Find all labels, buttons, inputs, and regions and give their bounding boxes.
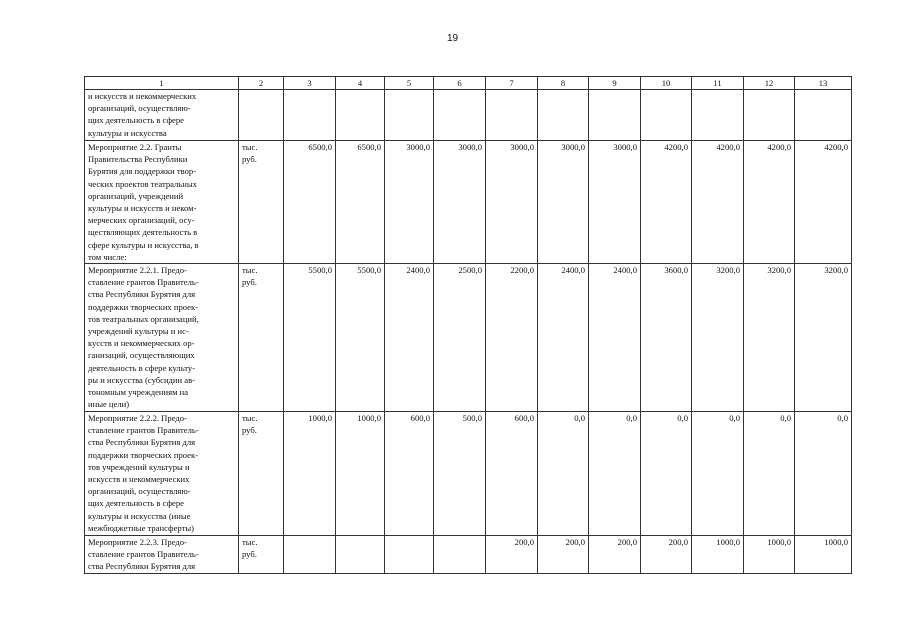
column-header: 12 [744, 77, 795, 90]
column-header: 3 [284, 77, 336, 90]
column-header: 1 [85, 77, 239, 90]
value-cell: 200,0 [486, 536, 538, 574]
value-cell: 200,0 [641, 536, 692, 574]
column-header: 4 [336, 77, 385, 90]
measure-description: Мероприятие 2.2.3. Предо- ставление грантов Правитель- ства Республики Бурятия для [85, 536, 239, 574]
unit-cell: тыс. руб. [239, 141, 284, 264]
value-cell: 1000,0 [284, 412, 336, 536]
value-cell: 6500,0 [336, 141, 385, 264]
table-row [85, 412, 852, 536]
value-cell [385, 90, 434, 141]
value-cell: 3600,0 [641, 264, 692, 412]
table-row [85, 264, 852, 412]
value-cell: 1000,0 [795, 536, 852, 574]
value-cell: 1000,0 [744, 536, 795, 574]
value-cell [434, 536, 486, 574]
value-cell: 3200,0 [692, 264, 744, 412]
value-cell: 2400,0 [538, 264, 589, 412]
value-cell: 2400,0 [385, 264, 434, 412]
budget-table [84, 76, 852, 574]
column-header: 8 [538, 77, 589, 90]
column-header: 6 [434, 77, 486, 90]
value-cell [589, 90, 641, 141]
value-cell: 0,0 [692, 412, 744, 536]
value-cell: 0,0 [795, 412, 852, 536]
column-header: 5 [385, 77, 434, 90]
unit-cell: тыс. руб. [239, 264, 284, 412]
measure-description: Мероприятие 2.2.1. Предо- ставление грантов Правитель- ства Республики Бурятия для поддержки творческих проек- тов театральных организаций, учреждений культуры и ис- кусств и некоммерческих ор- ганизаций, осуществляющих деятельность в сфере культу- ры и искусства (субсидии ав- тономным учреждениям на иные цели) [85, 264, 239, 412]
unit-cell: тыс. руб. [239, 536, 284, 574]
value-cell [284, 536, 336, 574]
value-cell: 600,0 [385, 412, 434, 536]
value-cell: 200,0 [538, 536, 589, 574]
value-cell: 3200,0 [744, 264, 795, 412]
table-row [85, 536, 852, 574]
value-cell [336, 536, 385, 574]
value-cell: 4200,0 [692, 141, 744, 264]
value-cell: 600,0 [486, 412, 538, 536]
column-header: 7 [486, 77, 538, 90]
column-header: 11 [692, 77, 744, 90]
value-cell: 0,0 [744, 412, 795, 536]
value-cell: 4200,0 [795, 141, 852, 264]
value-cell: 0,0 [589, 412, 641, 536]
value-cell [284, 90, 336, 141]
value-cell: 5500,0 [284, 264, 336, 412]
table-header-row [85, 77, 852, 90]
value-cell: 2200,0 [486, 264, 538, 412]
value-cell [385, 536, 434, 574]
value-cell: 3200,0 [795, 264, 852, 412]
value-cell: 0,0 [641, 412, 692, 536]
table-row [85, 141, 852, 264]
value-cell: 0,0 [538, 412, 589, 536]
value-cell: 2500,0 [434, 264, 486, 412]
table-row [85, 90, 852, 141]
value-cell: 3000,0 [385, 141, 434, 264]
page-number: 19 [446, 33, 459, 44]
value-cell: 3000,0 [589, 141, 641, 264]
value-cell: 4200,0 [641, 141, 692, 264]
measure-description: Мероприятие 2.2. Гранты Правительства Республики Бурятия для поддержки твор- ческих проектов театральных организаций, учреждений культуры и искусств и неком- мерческих организаций, осу- ществляющих деятельность в сфере культуры и искусства, в том числе: [85, 141, 239, 264]
value-cell [795, 90, 852, 141]
value-cell: 2400,0 [589, 264, 641, 412]
value-cell [641, 90, 692, 141]
column-header: 9 [589, 77, 641, 90]
value-cell [538, 90, 589, 141]
value-cell: 3000,0 [486, 141, 538, 264]
unit-cell [239, 90, 284, 141]
value-cell [692, 90, 744, 141]
value-cell: 1000,0 [692, 536, 744, 574]
value-cell: 3000,0 [538, 141, 589, 264]
value-cell [486, 90, 538, 141]
column-header: 10 [641, 77, 692, 90]
value-cell: 6500,0 [284, 141, 336, 264]
value-cell [336, 90, 385, 141]
value-cell: 1000,0 [336, 412, 385, 536]
value-cell: 200,0 [589, 536, 641, 574]
unit-cell: тыс. руб. [239, 412, 284, 536]
column-header: 2 [239, 77, 284, 90]
value-cell: 500,0 [434, 412, 486, 536]
column-header: 13 [795, 77, 852, 90]
measure-description: Мероприятие 2.2.2. Предо- ставление грантов Правитель- ства Республики Бурятия для поддержки творческих проек- тов учреждений культуры и искусств и некоммерческих организаций, осуществляю- щих деятельность в сфере культуры и искусства (иные межбюджетные трансферты) [85, 412, 239, 536]
value-cell: 5500,0 [336, 264, 385, 412]
value-cell [434, 90, 486, 141]
value-cell: 3000,0 [434, 141, 486, 264]
measure-description: и искусств и некоммерческих организаций, осуществляю- щих деятельность в сфере культуры и искусства [85, 90, 239, 141]
value-cell: 4200,0 [744, 141, 795, 264]
value-cell [744, 90, 795, 141]
